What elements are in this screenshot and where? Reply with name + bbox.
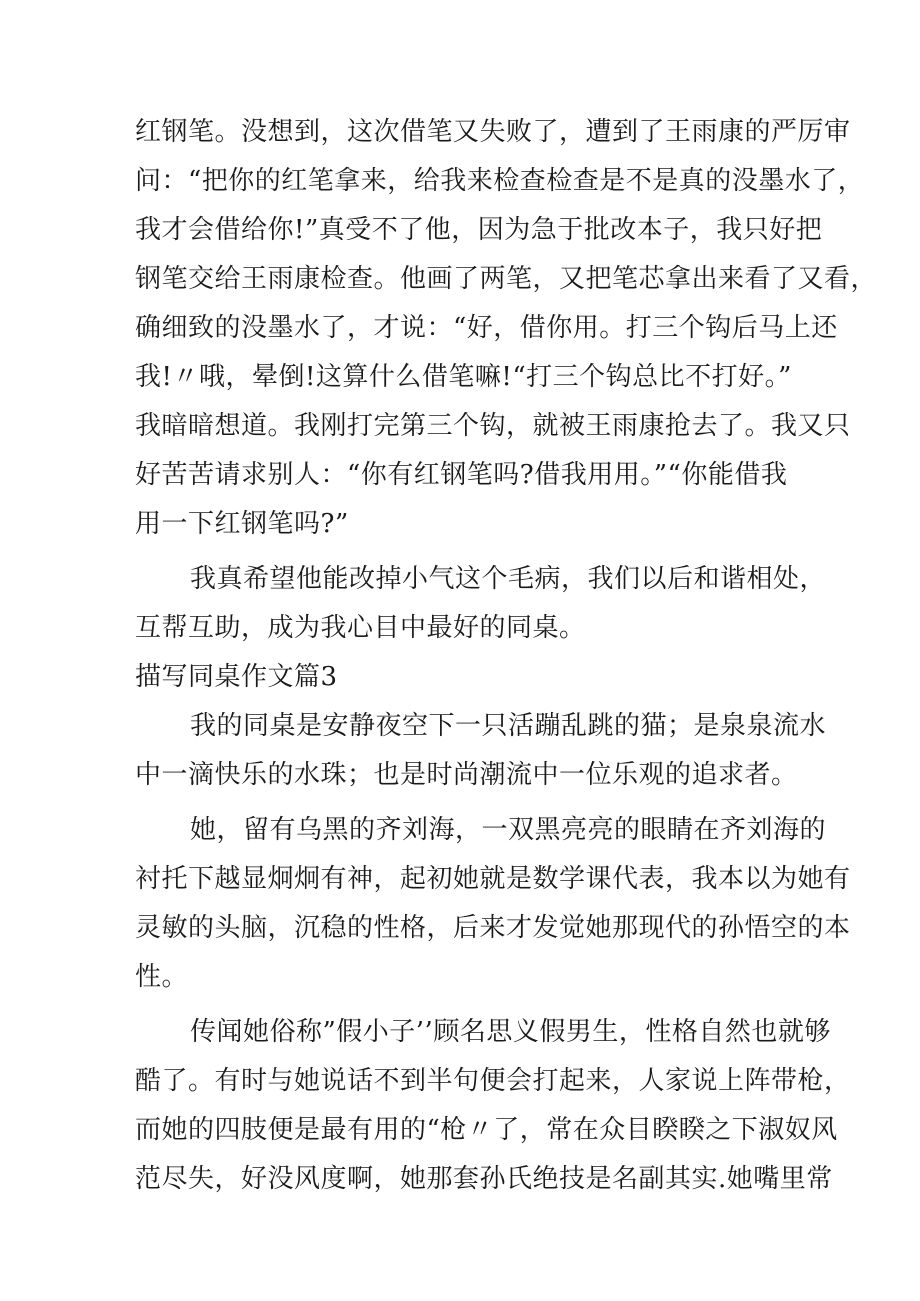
text-line: 中一滴快乐的水珠；也是时尚潮流中一位乐观的追求者。 xyxy=(135,760,798,790)
text-line: 我暗暗想道。我刚打完第三个钩，就被王雨康抢去了。我又只 xyxy=(135,411,851,441)
text-line: 酷了。有时与她说话不到半句便会打起来，人家说上阵带枪， xyxy=(135,1066,851,1096)
text-line: 而她的四肢便是最有用的“枪〃了，常在众目睽睽之下淑奴风 xyxy=(135,1115,838,1145)
heading-text: 描写同桌作文篇3 xyxy=(135,662,338,692)
paragraph-5 xyxy=(135,1008,851,1204)
text-line: 好苦苦请求别人：“你有红钢笔吗?借我用用。”“你能借我 xyxy=(135,460,788,490)
text-line: 性。 xyxy=(135,962,189,992)
text-line: 钢笔交给王雨康检查。他画了两笔，又把笔芯拿出来看了又看， xyxy=(135,264,878,294)
text-line: 我的同桌是安静夜空下一只活蹦乱跳的猫；是泉泉流水 xyxy=(190,711,827,741)
text-line: 互帮互助，成为我心目中最好的同桌。 xyxy=(135,613,586,643)
text-line: 确细致的没墨水了，才说：“好，借你用。打三个钩后马上还 xyxy=(135,313,838,343)
text-line: 我真希望他能改掉小气这个毛病，我们以后和谐相处， xyxy=(190,564,827,594)
paragraph-1 xyxy=(135,108,878,549)
paragraph-3 xyxy=(135,702,827,800)
text-line: 红钢笔。没想到，这次借笔又失败了，遭到了王雨康的严厉审 xyxy=(135,117,851,147)
paragraph-2 xyxy=(135,555,827,653)
text-line: 范尽失，好没风度啊，她那套孙氏绝技是名副其实.她嘴里常 xyxy=(135,1164,833,1194)
text-line: 她，留有乌黑的齐刘海，一双黑亮亮的眼睛在齐刘海的 xyxy=(190,815,827,845)
text-line: 传闻她俗称”假小子’’顾名思义假男生，性格自然也就够 xyxy=(190,1017,831,1047)
text-line: 用一下红钢笔吗?” xyxy=(135,509,349,539)
text-line: 问：“把你的红笔拿来，给我来检查检查是不是真的没墨水了， xyxy=(135,166,865,196)
document-body xyxy=(135,108,878,1204)
text-line: 我才会借给你!”真受不了他，因为急于批改本子，我只好把 xyxy=(135,215,823,245)
text-line: 灵敏的头脑，沉稳的性格，后来才发觉她那现代的孙悟空的本 xyxy=(135,913,851,943)
text-line: 我!〃哦，晕倒!这算什么借笔嘛!“打三个钩总比不打好。” xyxy=(135,362,792,392)
text-line: 衬托下越显炯炯有神，起初她就是数学课代表，我本以为她有 xyxy=(135,864,851,894)
section-heading xyxy=(135,653,795,702)
paragraph-4 xyxy=(135,806,851,1002)
